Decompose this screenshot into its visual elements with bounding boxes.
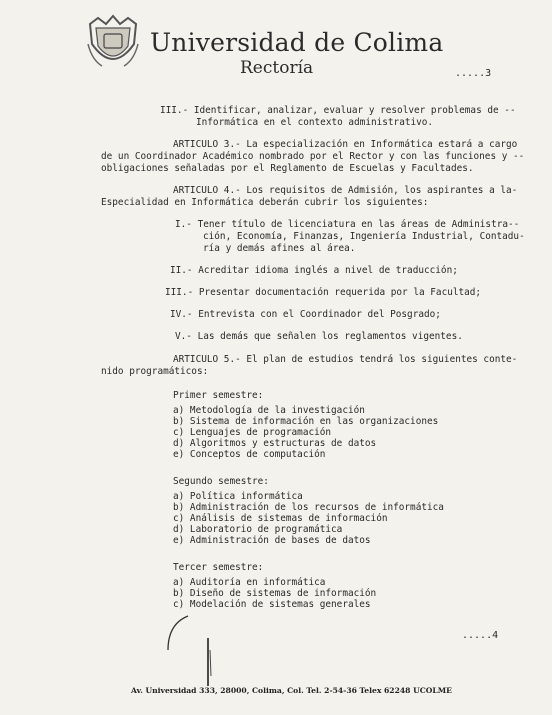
body-line: V.- Las demás que señalen los reglamentos vigentes. [175,331,463,342]
body-line: ría y demás afines al área. [203,243,356,254]
institution-department: Rectoría [240,58,314,78]
body-line: ARTICULO 5.- El plan de estudios tendrá los siguientes conte- [173,354,518,365]
body-line: de un Coordinador Académico nombrado por el Rector y con las funciones y -- [101,151,525,162]
list-item: e) Administración de bases de datos [173,535,371,546]
body-line: obligaciones señaladas por el Reglamento de Escuelas y Facultades. [101,163,474,174]
body-line: ARTICULO 3.- La especialización en Informática estará a cargo [173,139,518,150]
next-page-marker: .....4 [462,630,499,641]
body-line: nido programáticos: [101,366,209,377]
institution-name: Universidad de Colima [150,28,444,57]
body-line: ción, Economía, Finanzas, Ingeniería Industrial, Contadu- [203,231,525,242]
list-item: c) Lenguajes de programación [173,427,332,438]
body-line: III.- Identificar, analizar, evaluar y resolver problemas de -- [160,105,516,116]
section-heading: Segundo semestre: [173,476,269,487]
body-line: III.- Presentar documentación requerida por la Facultad; [165,287,482,298]
list-item: d) Algoritmos y estructuras de datos [173,438,377,449]
list-item: b) Administración de los recursos de informática [173,502,444,513]
university-seal-icon [86,14,140,76]
body-line: ARTICULO 4.- Los requisitos de Admisión, los aspirantes a la- [173,185,518,196]
list-item: a) Política informática [173,491,303,502]
body-line: Especialidad en Informática deberán cubrir los siguientes: [101,197,429,208]
list-item: c) Análisis de sistemas de información [173,513,388,524]
body-line: II.- Acreditar idioma inglés a nivel de traducción; [170,265,458,276]
body-line: Informática en el contexto administrativo. [196,117,434,128]
letterhead-footer: Av. Universidad 333, 28000, Colima, Col. Tel. 2-54-36 Telex 62248 UCOLME [131,686,452,695]
section-heading: Tercer semestre: [173,562,264,573]
body-line: I.- Tener título de licenciatura en las áreas de Administra-- [175,219,520,230]
list-item: c) Modelación de sistemas generales [173,599,371,610]
body-line: IV.- Entrevista con el Coordinador del Posgrado; [170,309,441,320]
list-item: a) Metodología de la investigación [173,405,365,416]
signature-mark [160,610,230,690]
list-item: d) Laboratorio de programática [173,524,343,535]
list-item: b) Diseño de sistemas de información [173,588,377,599]
section-heading: Primer semestre: [173,390,264,401]
page-marker: .....3 [455,68,492,79]
list-item: b) Sistema de información en las organizaciones [173,416,439,427]
list-item: e) Conceptos de computación [173,449,326,460]
list-item: a) Auditoría en informática [173,577,326,588]
